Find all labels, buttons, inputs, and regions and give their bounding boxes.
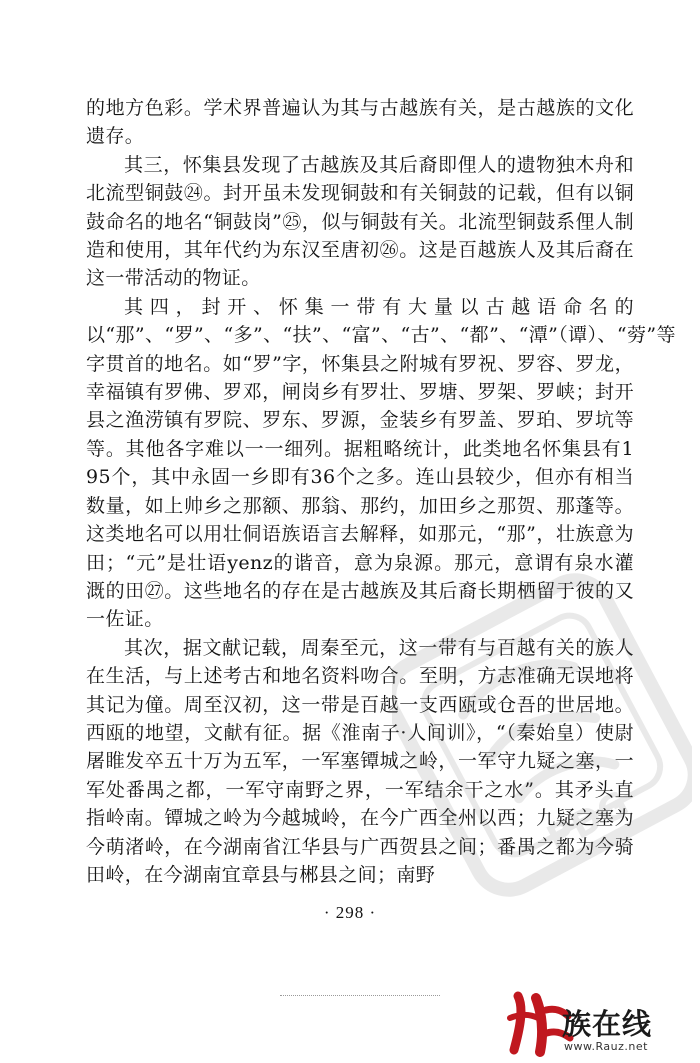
logo-url-text: www.Rauz.net bbox=[564, 1040, 648, 1053]
watermark-text: PDG bbox=[540, 783, 636, 861]
paragraph-third-point: 其三，怀集县发现了古越族及其后裔即俚人的遗物独木舟和北流型铜鼓㉔。封开虽未发现铜鼓和有关铜鼓的记载，但有以铜鼓命名的地名“铜鼓岗”㉕，似与铜鼓有关。北流型铜鼓系俚人制造和使用，其年代约为东汉至唐初㉖。这是百越族人及其后裔在这一带活动的物证。 bbox=[86, 153, 634, 290]
scan-artifact-rule bbox=[280, 995, 440, 996]
paragraph-documents: 其次，据文献记载，周秦至元，这一带有与百越有关的族人在生活，与上述考古和地名资料吻合。至明，方志准确无误地将其记为僮。周至汉初，这一带是百越一支西瓯或仓吾的世居地。西瓯的地望，文献有征。据《淮南子·人间训》，“（秦始皇）使尉屠睢发卒五十万为五军，一军塞镡城之岭，一军守九疑之塞，一军处番禺之都，一军守南野之界，一军结余干之水”。其矛头直指岭南。镡城之岭为今越城岭，在今广西全州以西；九疑之塞为今萌渚岭，在今湖南省江华县与广西贺县之间；番禺之都为今骑田岭，在今湖南宜章县与郴县之间；南野 bbox=[86, 636, 634, 886]
logo-brand-text: 族在线 bbox=[562, 1007, 653, 1041]
site-logo bbox=[504, 988, 696, 1058]
pdg-watermark-stamp bbox=[392, 570, 692, 900]
paragraph-continued: 的地方色彩。学术界普遍认为其与古越族有关，是古越族的文化遗存。 bbox=[86, 97, 634, 148]
page-number: · 298 · bbox=[323, 903, 377, 922]
paragraph-fourth-point: 其四，封开、怀集一带有大量以古越语命名的以“那”、“罗”、“多”、“扶”、“富”、“古”、“都”、“潭”（谭）、“䓖”等字贯首的地名。如“罗”字，怀集县之附城有罗祝、罗容、罗龙，幸福镇有罗佛、罗邓，闸岗乡有罗壮、罗塘、罗架、罗峡；封开县之渔涝镇有罗院、罗东、罗源，金装乡有罗盖、罗珀、罗坑等等。其他各字难以一一细列。据粗略统计，此类地名怀集县有195个，其中永固一乡即有36个之多。连山县较少，但亦有相当数量，如上帅乡之那额、那翁、那约，加田乡之那贺、那蓬等。这类地名可以用壮侗语族语言去解释，如那元，“那”，壮族意为田；“元”是壮语yenz的谐音，意为泉源。那元，意谓有泉水灌溉的田㉗。这些地名的存在是古越族及其后裔长期栖留于彼的又一佐证。 bbox=[86, 295, 676, 631]
